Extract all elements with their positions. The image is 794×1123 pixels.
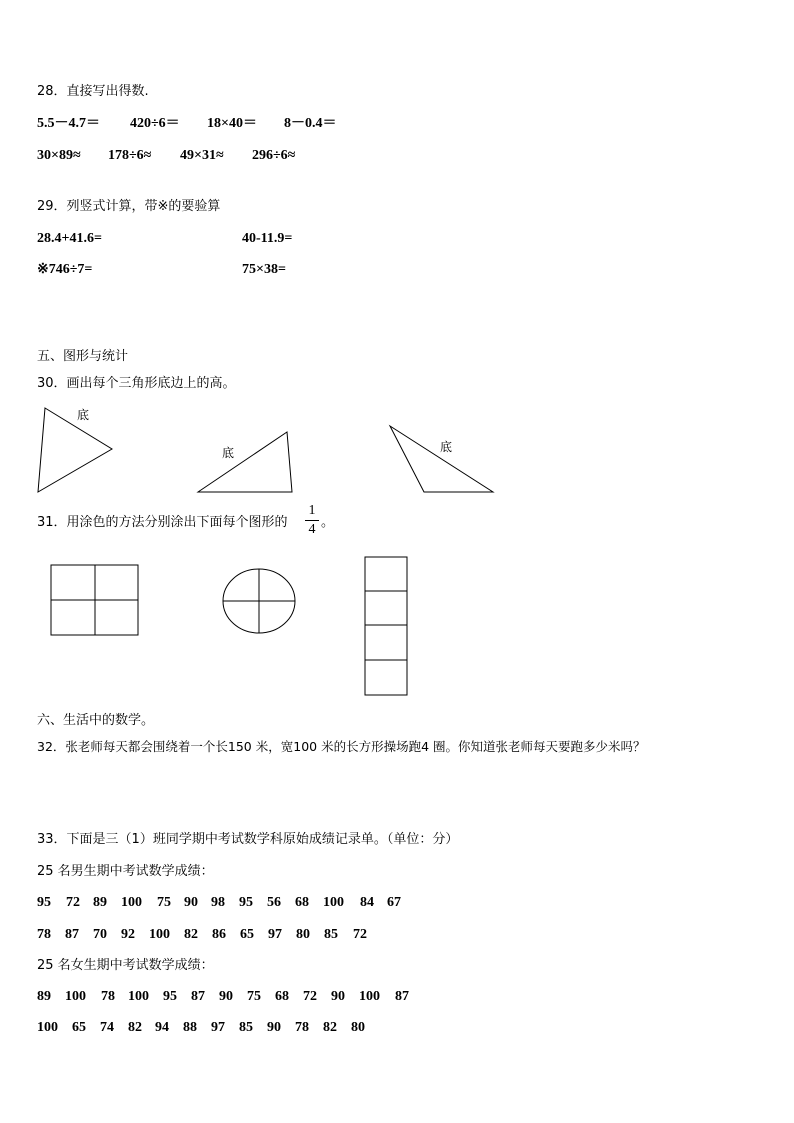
score: 68 xyxy=(295,895,309,910)
score: 75 xyxy=(247,989,261,1004)
score: 94 xyxy=(155,1020,169,1035)
score: 86 xyxy=(212,927,226,942)
score: 78 xyxy=(101,989,115,1004)
score: 89 xyxy=(37,989,51,1004)
score: 80 xyxy=(296,927,310,942)
score: 87 xyxy=(395,989,409,1004)
score: 72 xyxy=(353,927,367,942)
score: 72 xyxy=(66,895,80,910)
q31-fraction xyxy=(305,503,319,538)
score: 75 xyxy=(157,895,171,910)
score: 85 xyxy=(239,1020,253,1035)
score: 68 xyxy=(275,989,289,1004)
score: 65 xyxy=(240,927,254,942)
score: 98 xyxy=(211,895,225,910)
score: 100 xyxy=(65,989,86,1004)
triangle-1 xyxy=(38,408,112,492)
score: 80 xyxy=(351,1020,365,1035)
score: 89 xyxy=(93,895,107,910)
q33-title: 33．下面是三（1）班同学期中考试数学科原始成绩记录单。（单位：分） xyxy=(37,832,459,847)
score: 87 xyxy=(65,927,79,942)
score: 90 xyxy=(267,1020,281,1035)
q31-title-text: 31．用涂色的方法分别涂出下面每个图形的 xyxy=(37,515,288,530)
q28-expr: 8－0.4＝ xyxy=(284,116,337,131)
score: 82 xyxy=(184,927,198,942)
score: 100 xyxy=(37,1020,58,1035)
score: 90 xyxy=(219,989,233,1004)
score: 65 xyxy=(72,1020,86,1035)
score: 70 xyxy=(93,927,107,942)
q31-title xyxy=(37,515,288,531)
q29-item: 28.4+41.6= xyxy=(37,231,102,246)
score: 100 xyxy=(121,895,142,910)
q29-title: 29．列竖式计算，带※的要验算 xyxy=(37,199,221,214)
boys-label: 25 名男生期中考试数学成绩： xyxy=(37,864,214,879)
fraction-numerator: 1 xyxy=(308,503,316,518)
score: 87 xyxy=(191,989,205,1004)
score: 100 xyxy=(359,989,380,1004)
q28-expr: 178÷6≈ xyxy=(108,148,152,163)
q28-expr: 5.5－4.7＝ xyxy=(37,116,100,131)
score: 100 xyxy=(128,989,149,1004)
q28-expr: 30×89≈ xyxy=(37,148,81,163)
score: 95 xyxy=(239,895,253,910)
score: 90 xyxy=(184,895,198,910)
base-label: 底 xyxy=(222,446,235,460)
score: 82 xyxy=(323,1020,337,1035)
base-label: 底 xyxy=(440,440,453,454)
strip-figure xyxy=(365,557,407,695)
section5-title: 五、图形与统计 xyxy=(37,349,129,364)
score: 100 xyxy=(323,895,344,910)
q28-expr: 296÷6≈ xyxy=(252,148,296,163)
section6-title: 六、生活中的数学。 xyxy=(37,713,155,728)
q28-expr: 18×40＝ xyxy=(207,116,257,131)
score: 78 xyxy=(37,927,51,942)
q28-expr: 420÷6＝ xyxy=(130,116,180,131)
score: 97 xyxy=(268,927,282,942)
fraction-bar xyxy=(305,520,319,521)
score: 95 xyxy=(37,895,51,910)
score: 56 xyxy=(267,895,281,910)
score: 95 xyxy=(163,989,177,1004)
score: 72 xyxy=(303,989,317,1004)
q29-item: ※746÷7= xyxy=(37,262,93,277)
girls-label: 25 名女生期中考试数学成绩： xyxy=(37,958,214,973)
score: 92 xyxy=(121,927,135,942)
score: 97 xyxy=(211,1020,225,1035)
q31-title-end: 。 xyxy=(321,515,335,530)
fraction-denominator: 4 xyxy=(308,522,316,537)
q28-title: 28．直接写出得数. xyxy=(37,84,149,99)
score: 67 xyxy=(387,895,401,910)
score: 90 xyxy=(331,989,345,1004)
score: 82 xyxy=(128,1020,142,1035)
score: 78 xyxy=(295,1020,309,1035)
q28-expr: 49×31≈ xyxy=(180,148,224,163)
q29-item: 40-11.9= xyxy=(242,231,293,246)
score: 74 xyxy=(100,1020,114,1035)
score: 85 xyxy=(324,927,338,942)
triangle-2 xyxy=(198,432,292,492)
q29-item: 75×38= xyxy=(242,262,286,277)
score: 88 xyxy=(183,1020,197,1035)
q30-title: 30．画出每个三角形底边上的高。 xyxy=(37,376,236,391)
base-label: 底 xyxy=(77,408,90,422)
score: 84 xyxy=(360,895,374,910)
triangle-3 xyxy=(390,426,493,492)
q32-title: 32．张老师每天都会围绕着一个长150 米，宽100 米的长方形操场跑4 圈。你知道张老师每天要跑多少米吗？ xyxy=(37,739,646,754)
score: 100 xyxy=(149,927,170,942)
